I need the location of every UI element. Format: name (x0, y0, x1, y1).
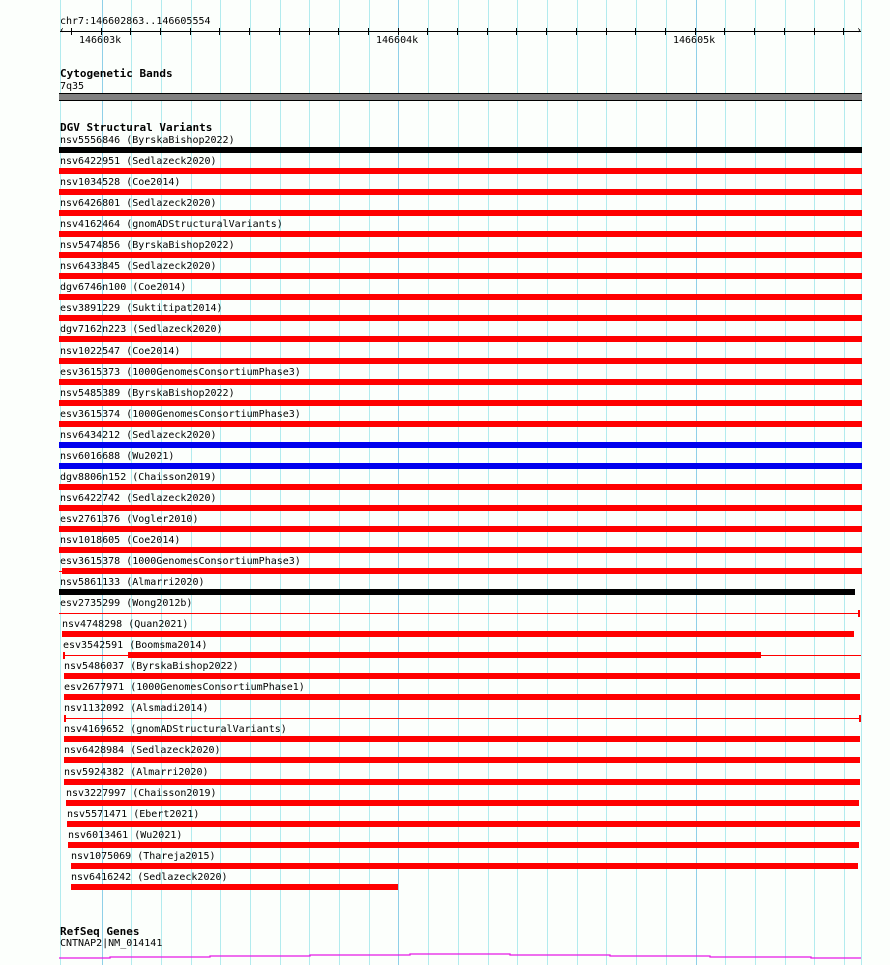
ruler-tick (516, 28, 517, 35)
dgv-variant-label[interactable]: esv3615373 (1000GenomesConsortiumPhase3) (60, 366, 301, 378)
ruler-tick (754, 28, 755, 35)
dgv-variant-bar[interactable] (59, 442, 862, 448)
dgv-variant-cap (858, 610, 860, 617)
dgv-variant-bar[interactable] (59, 421, 862, 427)
ruler-location: chr7:146602863..146605554 (60, 16, 211, 27)
dgv-track-title[interactable]: DGV Structural Variants (60, 121, 213, 134)
dgv-variant-bar[interactable] (59, 547, 862, 553)
dgv-variant-bar[interactable] (67, 821, 860, 827)
ruler-tick (427, 28, 428, 35)
dgv-variant-label[interactable]: nsv1132092 (Alsmadi2014) (64, 703, 209, 715)
dgv-variant-bar[interactable] (59, 168, 862, 174)
dgv-variant-label[interactable]: esv3891229 (Suktitipat2014) (60, 303, 223, 315)
dgv-variant-bar[interactable] (59, 273, 862, 279)
ruler-tick (695, 28, 696, 35)
dgv-variant-label[interactable]: esv3542591 (Boomsma2014) (63, 640, 208, 652)
cytoband-track-title[interactable]: Cytogenetic Bands (60, 67, 173, 80)
dgv-variant-bar[interactable] (59, 400, 862, 406)
ruler-tick-label: 146604k (376, 35, 419, 46)
ruler-tick-label: 146603k (79, 35, 122, 46)
ruler-tick (724, 28, 725, 35)
dgv-variant-bar[interactable] (59, 210, 862, 216)
dgv-variant-bar[interactable] (71, 884, 398, 890)
ruler-tick (843, 28, 844, 35)
dgv-variant-label[interactable]: dgv8806n152 (Chaisson2019) (60, 471, 217, 483)
dgv-variant-bar[interactable] (59, 231, 862, 237)
dgv-variant-bar[interactable] (71, 863, 858, 869)
dgv-variant-label[interactable]: nsv5486037 (ByrskaBishop2022) (64, 661, 239, 673)
ruler-tick (398, 28, 399, 35)
ruler-tick (190, 28, 191, 35)
dgv-variant-bar[interactable] (59, 336, 862, 342)
dgv-variant-line (63, 655, 128, 656)
ruler-tick (130, 28, 131, 35)
dgv-variant-label[interactable]: dgv7162n223 (Sedlazeck2020) (60, 324, 223, 336)
ruler-right-arrow-icon[interactable]: › (856, 25, 863, 36)
dgv-variant-bar[interactable] (62, 568, 862, 574)
dgv-variant-label[interactable]: nsv5861133 (Almarri2020) (60, 577, 205, 589)
dgv-variant-label[interactable]: nsv6434212 (Sedlazeck2020) (60, 429, 217, 441)
dgv-variant-label[interactable]: esv2677971 (1000GenomesConsortiumPhase1) (64, 682, 305, 694)
ruler-tick (784, 28, 785, 35)
dgv-variant-bar[interactable] (59, 379, 862, 385)
dgv-variant-label[interactable]: nsv5474856 (ByrskaBishop2022) (60, 240, 235, 252)
ruler-tick (487, 28, 488, 35)
dgv-variant-bar[interactable] (59, 189, 862, 195)
dgv-variant-line (59, 571, 62, 572)
dgv-variant-label[interactable]: dgv6746n100 (Coe2014) (60, 282, 187, 294)
dgv-variant-bar[interactable] (64, 673, 860, 679)
dgv-variant-label[interactable]: nsv5485389 (ByrskaBishop2022) (60, 387, 235, 399)
dgv-variant-bar[interactable] (59, 505, 862, 511)
dgv-variant-label[interactable]: nsv1034528 (Coe2014) (60, 177, 181, 189)
ruler-tick (71, 28, 72, 35)
ruler-tick (279, 28, 280, 35)
dgv-variant-label[interactable]: esv2735299 (Wong2012b) (60, 598, 193, 610)
dgv-variant-bar[interactable] (59, 484, 862, 490)
dgv-variant-bar[interactable] (59, 358, 862, 364)
dgv-variant-label[interactable]: nsv3227997 (Chaisson2019) (66, 787, 217, 799)
dgv-variant-bar[interactable] (128, 652, 761, 658)
dgv-variant-bar[interactable] (64, 757, 860, 763)
dgv-variant-label[interactable]: nsv1018605 (Coe2014) (60, 534, 181, 546)
dgv-variant-label[interactable]: nsv6426801 (Sedlazeck2020) (60, 198, 217, 210)
dgv-variant-cap (64, 715, 66, 722)
dgv-variant-label[interactable]: nsv6422742 (Sedlazeck2020) (60, 492, 217, 504)
ruler-tick (665, 28, 666, 35)
dgv-variant-bar[interactable] (68, 842, 859, 848)
dgv-variant-label[interactable]: nsv6428984 (Sedlazeck2020) (64, 745, 221, 757)
dgv-variant-bar[interactable] (59, 147, 862, 153)
dgv-variant-label[interactable]: nsv5571471 (Ebert2021) (67, 808, 200, 820)
dgv-variant-bar[interactable] (62, 631, 854, 637)
dgv-variant-label[interactable]: nsv6016688 (Wu2021) (60, 450, 175, 462)
dgv-variant-bar[interactable] (59, 294, 862, 300)
dgv-variant-label[interactable]: esv3615374 (1000GenomesConsortiumPhase3) (60, 408, 301, 420)
ruler-left-arrow-icon[interactable]: ‹ (59, 25, 66, 36)
dgv-variant-line (761, 655, 861, 656)
dgv-variant-bar[interactable] (59, 463, 862, 469)
refseq-gene-model[interactable] (0, 945, 890, 960)
ruler-tick (160, 28, 161, 35)
dgv-variant-bar[interactable] (64, 694, 860, 700)
ruler-tick (546, 28, 547, 35)
dgv-variant-label[interactable]: nsv6416242 (Sedlazeck2020) (71, 871, 228, 883)
ruler-tick (368, 28, 369, 35)
dgv-variant-label[interactable]: nsv1075069 (Thareja2015) (71, 850, 216, 862)
dgv-variant-bar[interactable] (66, 800, 859, 806)
refseq-gene-label[interactable]: CNTNAP2|NM_014141 (60, 938, 163, 949)
ruler-tick (101, 28, 102, 35)
ruler-tick (249, 28, 250, 35)
ruler-tick (457, 28, 458, 35)
dgv-variant-label[interactable]: nsv6422951 (Sedlazeck2020) (60, 156, 217, 168)
dgv-variant-bar[interactable] (59, 589, 855, 595)
dgv-variant-bar[interactable] (64, 736, 860, 742)
dgv-variant-label[interactable]: nsv4169652 (gnomADStructuralVariants) (64, 724, 287, 736)
dgv-variant-bar[interactable] (59, 315, 862, 321)
dgv-variant-bar[interactable] (64, 779, 860, 785)
ruler-tick (219, 28, 220, 35)
refseq-track-title[interactable]: RefSeq Genes (60, 925, 140, 938)
dgv-variant-label[interactable]: nsv5924382 (Almarri2020) (64, 766, 209, 778)
ruler-tick (606, 28, 607, 35)
dgv-variant-label[interactable]: esv3615378 (1000GenomesConsortiumPhase3) (60, 556, 301, 567)
dgv-variant-label[interactable]: nsv6433845 (Sedlazeck2020) (60, 261, 217, 273)
ruler-tick (309, 28, 310, 35)
dgv-variant-line[interactable] (64, 718, 860, 719)
ruler-tick (576, 28, 577, 35)
cytoband-label: 7q35 (60, 81, 85, 92)
ruler-axis (60, 31, 861, 32)
dgv-variant-label[interactable]: nsv1022547 (Coe2014) (60, 345, 181, 357)
dgv-variant-bar[interactable] (59, 252, 862, 258)
dgv-variant-label[interactable]: esv2761376 (Vogler2010) (60, 513, 199, 525)
dgv-variant-label[interactable]: nsv4162464 (gnomADStructuralVariants) (60, 219, 283, 231)
ruler-tick-label: 146605k (673, 35, 716, 46)
dgv-variant-bar[interactable] (59, 526, 862, 532)
dgv-variant-line[interactable] (59, 613, 859, 614)
dgv-variant-label[interactable]: nsv5556846 (ByrskaBishop2022) (60, 135, 235, 146)
dgv-variant-label[interactable]: nsv6013461 (Wu2021) (68, 829, 183, 841)
dgv-variant-cap (63, 652, 65, 659)
dgv-variant-cap (859, 715, 861, 722)
cytoband-bar[interactable] (59, 93, 862, 101)
gridline (861, 0, 862, 965)
dgv-variant-label[interactable]: nsv4748298 (Quan2021) (62, 619, 189, 631)
ruler-tick (635, 28, 636, 35)
ruler-tick (338, 28, 339, 35)
ruler-tick (814, 28, 815, 35)
